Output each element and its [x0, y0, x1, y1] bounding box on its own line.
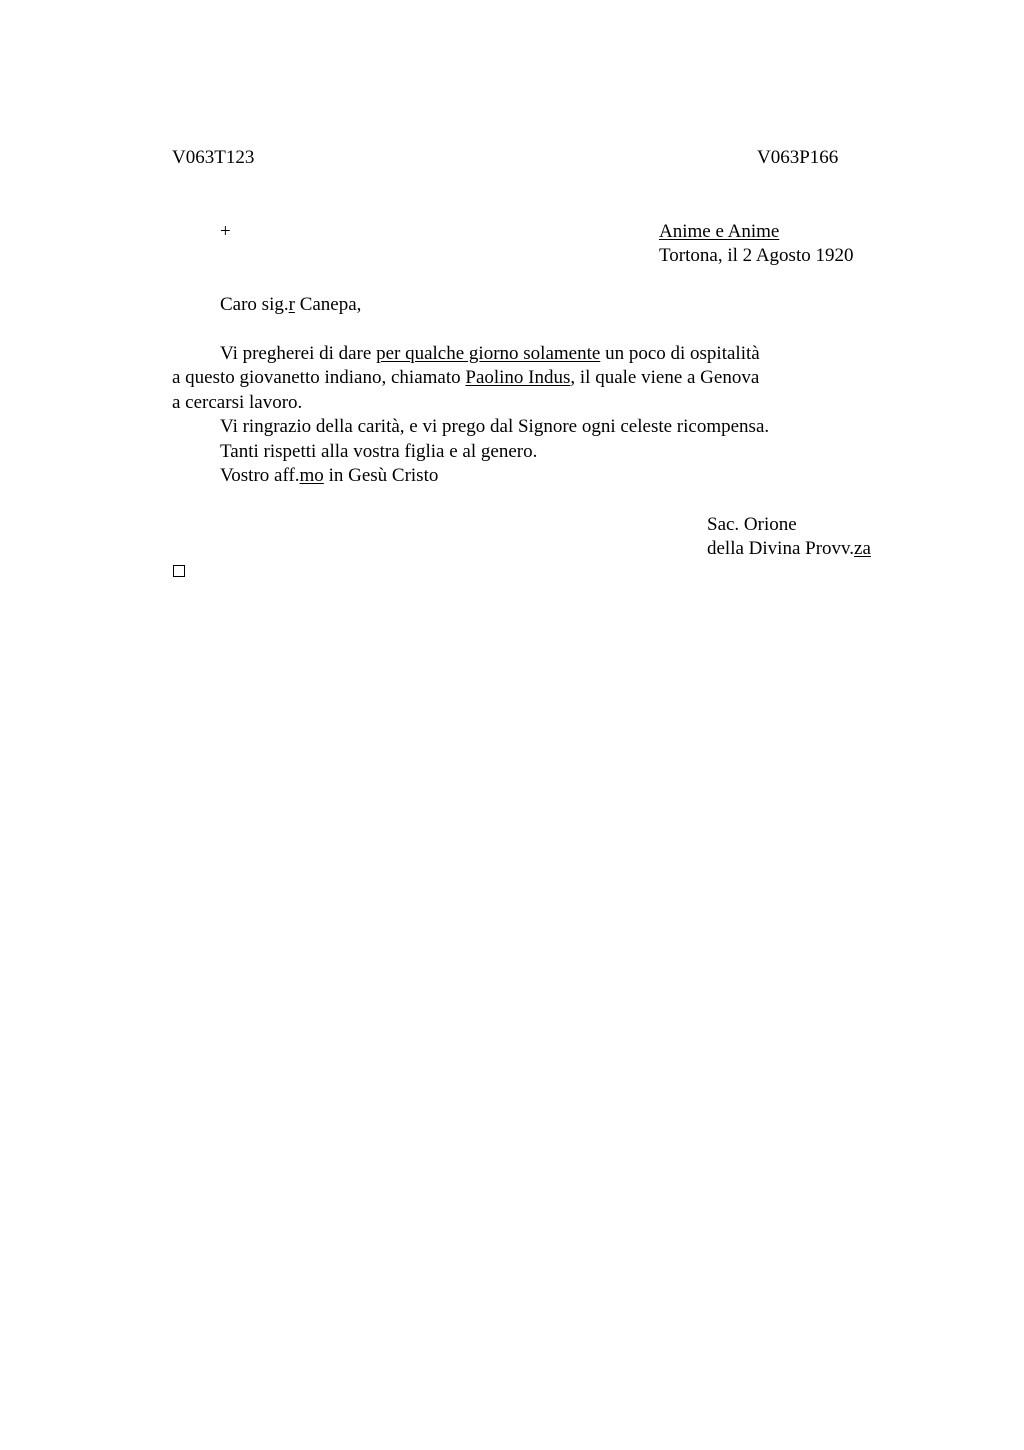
left-code: V063T123 — [172, 147, 255, 168]
signature-name: Sac. Orione — [707, 514, 797, 535]
right-code: V063P166 — [757, 147, 839, 168]
body-line — [172, 366, 759, 390]
underlined-abbrev: mo — [299, 465, 324, 486]
underlined-text: per qualche giorno solamente — [376, 343, 601, 364]
square-box-icon — [173, 565, 185, 577]
salutation-name: Canepa, — [294, 294, 362, 315]
motto: Anime e Anime — [659, 221, 780, 242]
body-text: Vostro aff. — [220, 465, 300, 486]
signature-title — [707, 537, 871, 561]
underlined-abbrev: za — [854, 538, 871, 559]
cross-symbol: + — [220, 221, 231, 242]
place-date: Tortona, il 2 Agosto 1920 — [659, 245, 854, 266]
body-text: a questo giovanetto indiano, chiamato — [172, 367, 466, 388]
body-line: Vi ringrazio della carità, e vi prego dal Signore ogni celeste ricompensa. — [220, 416, 770, 437]
salutation — [220, 293, 361, 317]
body-text: un poco di ospitalità — [600, 343, 760, 364]
body-text: Vi pregherei di dare — [220, 343, 377, 364]
body-text: della Divina Provv. — [707, 538, 855, 559]
underlined-name: Paolino Indus — [465, 367, 571, 388]
closing-line — [220, 464, 438, 488]
salutation-abbrev: r — [288, 294, 295, 315]
body-line: Tanti rispetti alla vostra figlia e al genero. — [220, 441, 538, 462]
salutation-prefix: Caro sig. — [220, 294, 289, 315]
body-line — [220, 342, 760, 366]
body-text: , il quale viene a Genova — [570, 367, 760, 388]
body-text: in Gesù Cristo — [323, 465, 439, 486]
body-line: a cercarsi lavoro. — [172, 392, 303, 413]
